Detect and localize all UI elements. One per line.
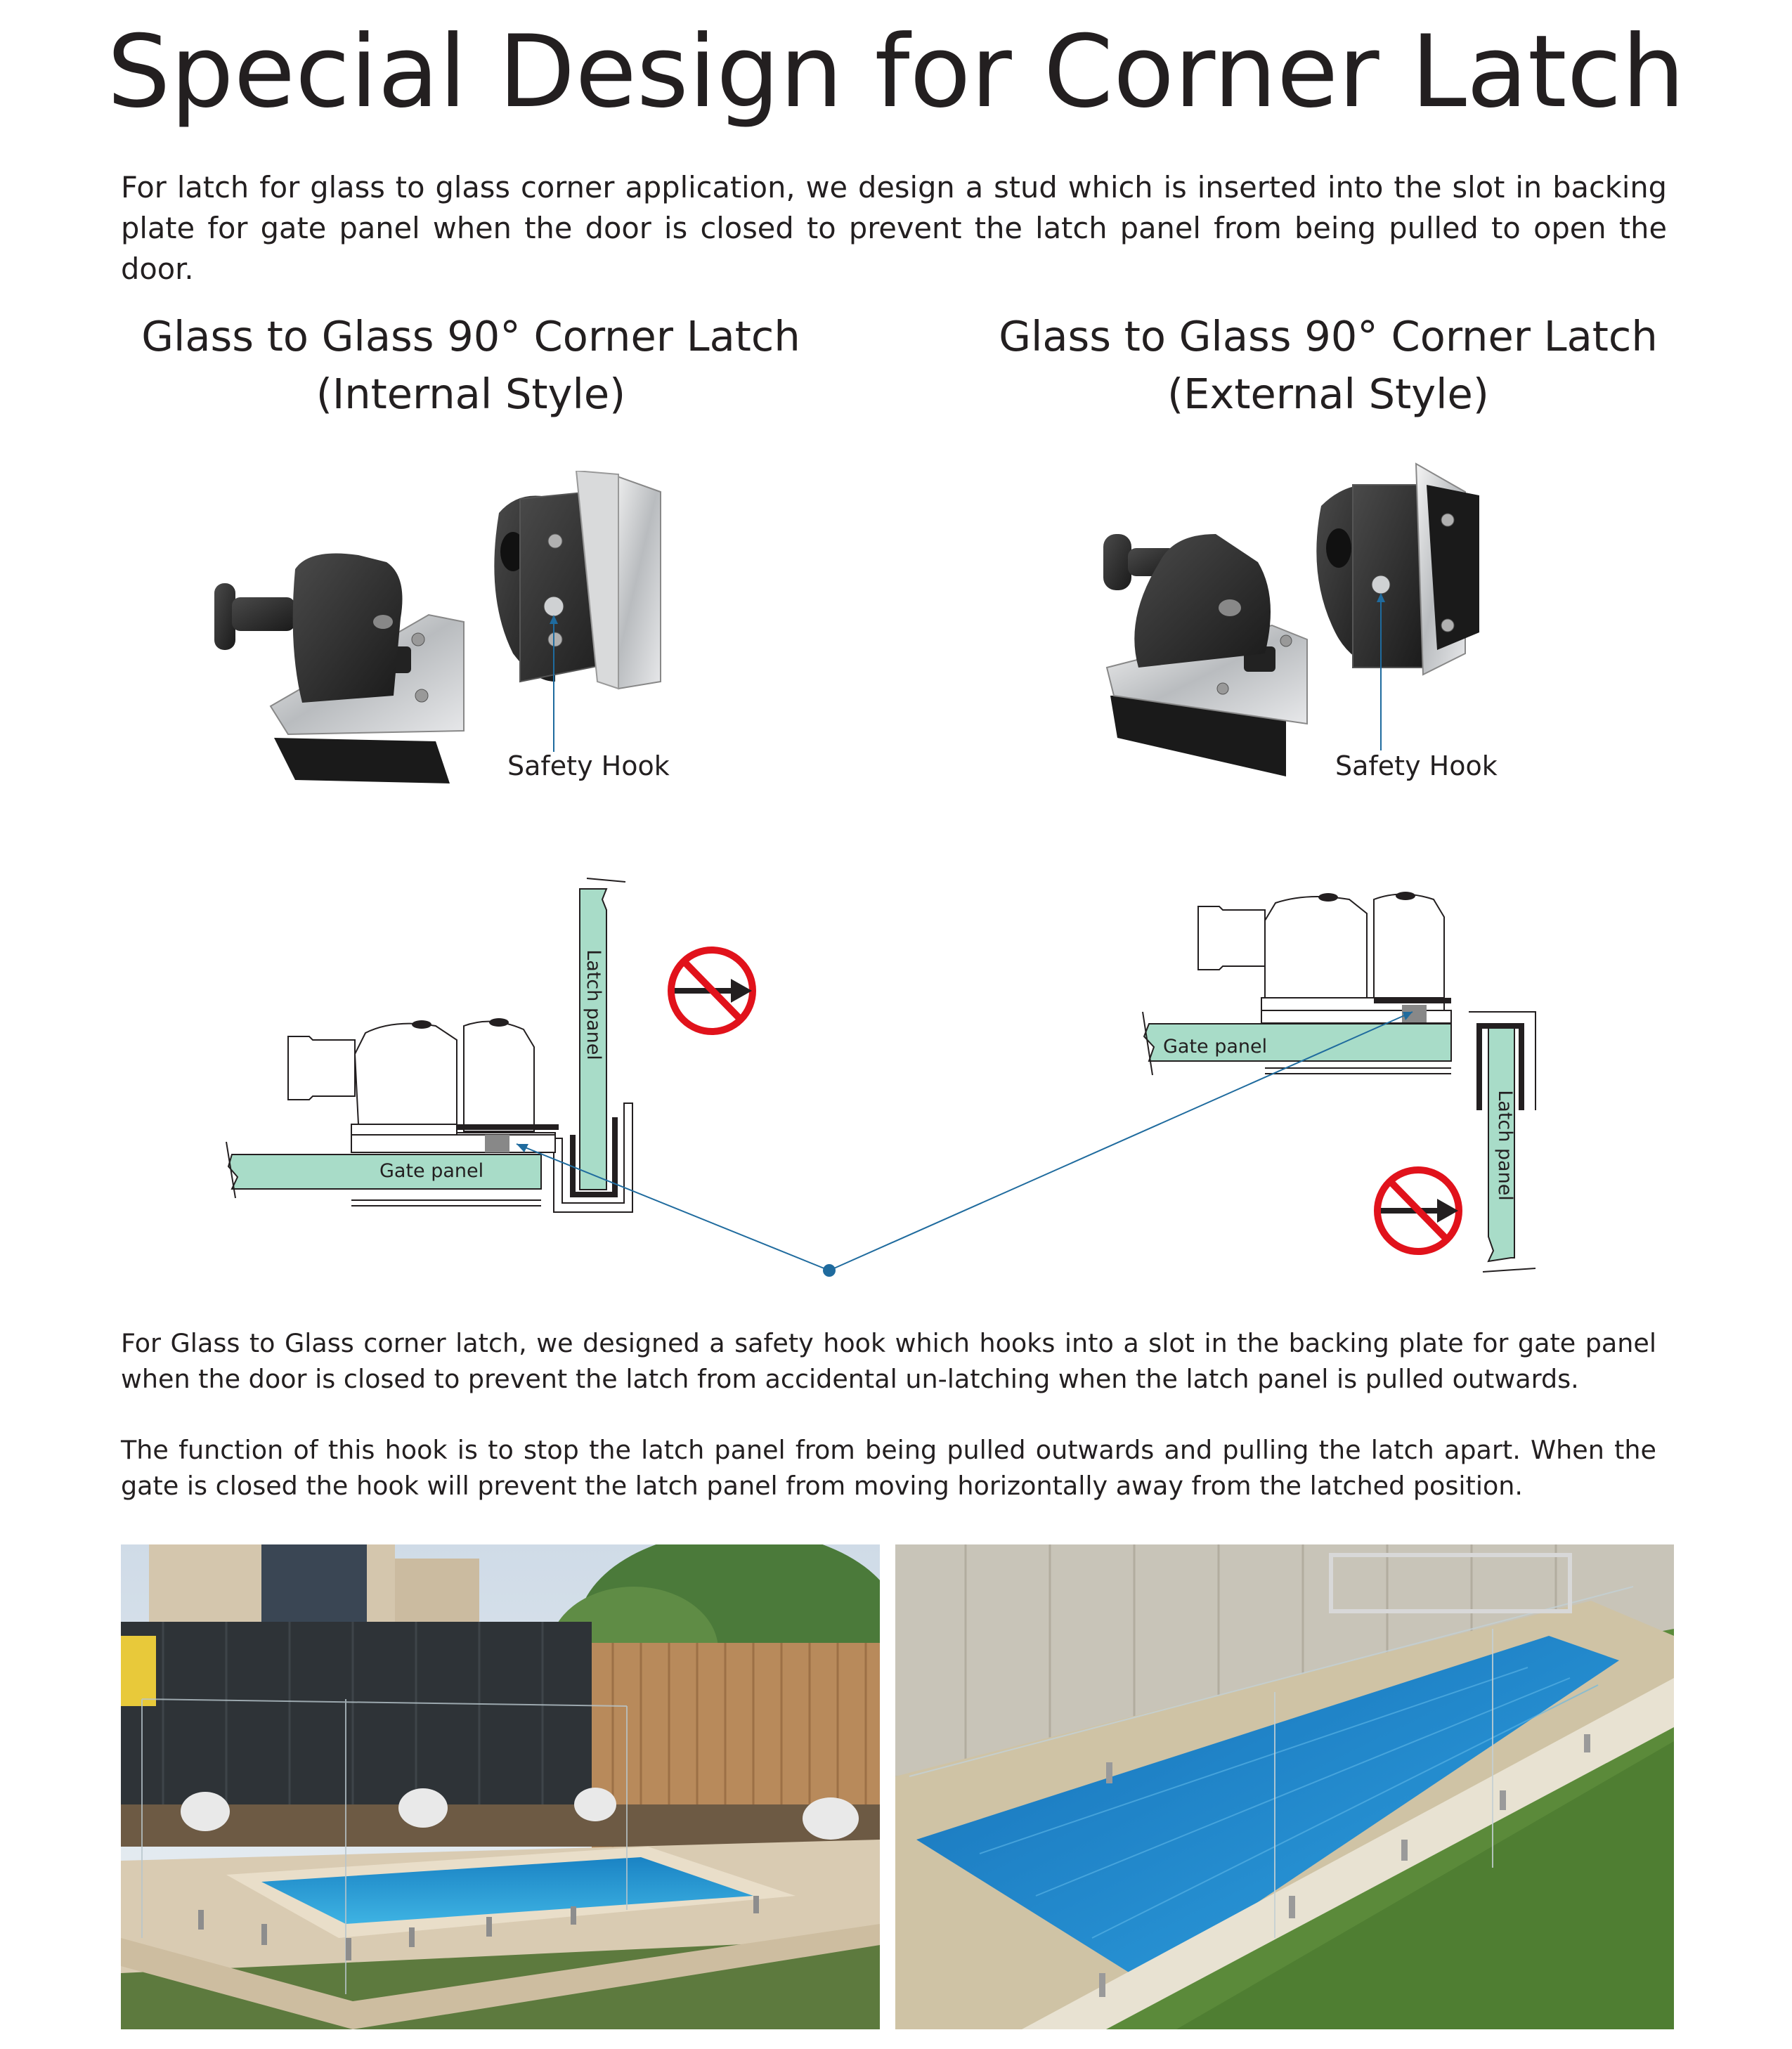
page-title: Special Design for Corner Latch bbox=[107, 14, 1685, 130]
internal-latch-product-image bbox=[204, 471, 696, 794]
internal-schematic bbox=[226, 878, 632, 1212]
no-pull-sign-external bbox=[1377, 1170, 1459, 1251]
external-gate-panel-label: Gate panel bbox=[1163, 1036, 1268, 1058]
no-pull-sign-internal bbox=[671, 950, 753, 1032]
external-latch-panel-label: Latch panel bbox=[1494, 1090, 1516, 1201]
internal-heading-line1: Glass to Glass 90° Corner Latch bbox=[141, 312, 800, 360]
external-safety-hook-label: Safety Hook bbox=[1335, 750, 1498, 781]
internal-safety-hook-label: Safety Hook bbox=[507, 750, 670, 781]
pool-photo-right bbox=[895, 1544, 1674, 2029]
internal-gate-panel-label: Gate panel bbox=[379, 1160, 484, 1182]
external-schematic bbox=[1143, 892, 1535, 1272]
internal-heading-line2: (Internal Style) bbox=[316, 370, 626, 418]
external-style-heading bbox=[942, 308, 1715, 423]
body-paragraph-1: For Glass to Glass corner latch, we designed a safety hook which hooks into a slot in the backing plate for gate panel when the door is closed to prevent the latch from accidental un-latching when the latch panel is pulled outwards. bbox=[121, 1328, 1656, 1394]
corner-latch-schematic bbox=[0, 864, 1792, 1286]
external-latch-product-image bbox=[1096, 457, 1532, 787]
pool-photo-left bbox=[121, 1544, 880, 2029]
intro-paragraph: For latch for glass to glass corner application, we design a stud which is inserted into the slot in backing plate for gate panel when the door is closed to prevent the latch panel from being pulled to open the door. bbox=[121, 170, 1667, 286]
internal-style-heading bbox=[84, 308, 857, 423]
external-heading-line1: Glass to Glass 90° Corner Latch bbox=[999, 312, 1658, 360]
external-heading-line2: (External Style) bbox=[1167, 370, 1489, 418]
internal-latch-panel-label: Latch panel bbox=[583, 949, 604, 1060]
body-paragraph-2: The function of this hook is to stop the latch panel from being pulled outwards and pulling the latch apart. When the gate is closed the hook will prevent the latch panel from moving horizontally away from the latched position. bbox=[121, 1435, 1656, 1501]
